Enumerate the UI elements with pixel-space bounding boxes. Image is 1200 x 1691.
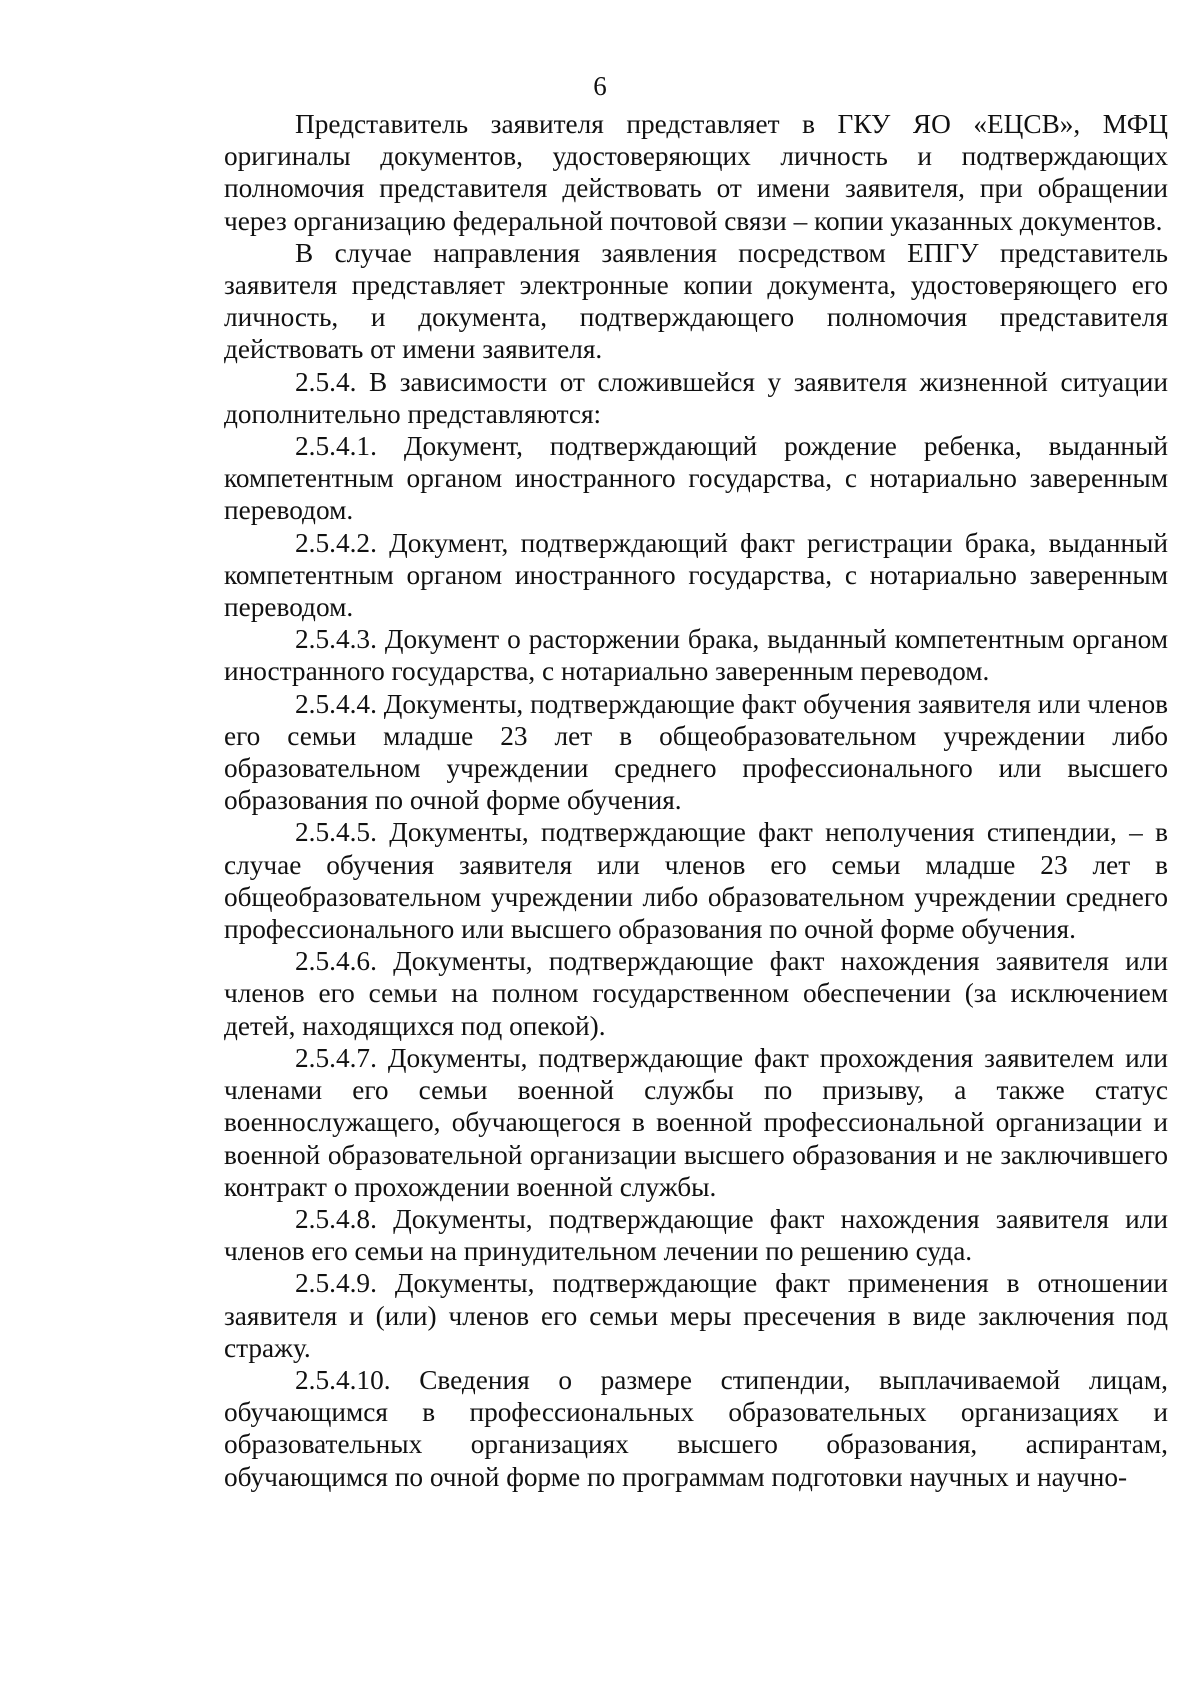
paragraph-2-5-4-9: 2.5.4.9. Документы, подтверждающие факт применения в отношении заявителя и (или) членов его семьи меры пресечения в виде заключения под стражу. — [224, 1268, 1168, 1363]
document-body — [224, 108, 1168, 1493]
paragraph-2-5-4: 2.5.4. В зависимости от сложившейся у заявителя жизненной ситуации дополнительно представляются: — [224, 366, 1168, 429]
paragraph-2-5-4-1: 2.5.4.1. Документ, подтверждающий рождение ребенка, выданный компетентным органом иностранного государства, с нотариально заверенным переводом. — [224, 431, 1168, 526]
paragraph-2-5-4-2: 2.5.4.2. Документ, подтверждающий факт регистрации брака, выданный компетентным органом иностранного государства, с нотариально заверенным переводом. — [224, 527, 1168, 623]
page-number: 6 — [593, 71, 607, 101]
paragraph-2-5-4-5: 2.5.4.5. Документы, подтверждающие факт неполучения стипендии, – в случае обучения заявителя или членов его семьи младше 23 лет в общеобразовательном учреждении либо образовательном учреждении среднего профессионального или высшего образования по очной форме обучения. — [224, 817, 1168, 945]
paragraph-2-5-4-7: 2.5.4.7. Документы, подтверждающие факт прохождения заявителем или членами его семьи военной службы по призыву, а также статус военнослужащего, обучающегося в военной профессиональной организации и военной образовательной организации высшего образования и не заключившего контракт о прохождении военной службы. — [224, 1042, 1168, 1202]
paragraph-epgu-electronic-copies: В случае направления заявления посредством ЕПГУ представитель заявителя представляет электронные копии документа, удостоверяющего его личность, и документа, подтверждающего полномочия представителя действовать от имени заявителя. — [224, 237, 1168, 365]
paragraph-2-5-4-8: 2.5.4.8. Документы, подтверждающие факт нахождения заявителя или членов его семьи на принудительном лечении по решению суда. — [224, 1203, 1168, 1267]
paragraph-2-5-4-4: 2.5.4.4. Документы, подтверждающие факт обучения заявителя или членов его семьи младше 23 лет в общеобразовательном учреждении либо образовательном учреждении среднего профессионального или высшего образования по очной форме обучения. — [224, 688, 1168, 816]
paragraph-2-5-4-3: 2.5.4.3. Документ о расторжении брака, выданный компетентным органом иностранного государства, с нотариально заверенным переводом. — [224, 624, 1168, 687]
paragraph-representative-originals: Представитель заявителя представляет в ГКУ ЯО «ЕЦСВ», МФЦ оригиналы документов, удостоверяющих личность и подтверждающих полномочия представителя действовать от имени заявителя, при обращении через организацию федеральной почтовой связи – копии указанных документов. — [224, 109, 1168, 236]
paragraph-2-5-4-6: 2.5.4.6. Документы, подтверждающие факт нахождения заявителя или членов его семьи на полном государственном обеспечении (за исключением детей, находящихся под опекой). — [224, 946, 1168, 1041]
paragraph-2-5-4-10: 2.5.4.10. Сведения о размере стипендии, выплачиваемой лицам, обучающимся в профессиональных образовательных организациях и образовательных организациях высшего образования, аспирантам, обучающимся по очной форме по программам подготовки научных и научно- — [224, 1364, 1168, 1492]
